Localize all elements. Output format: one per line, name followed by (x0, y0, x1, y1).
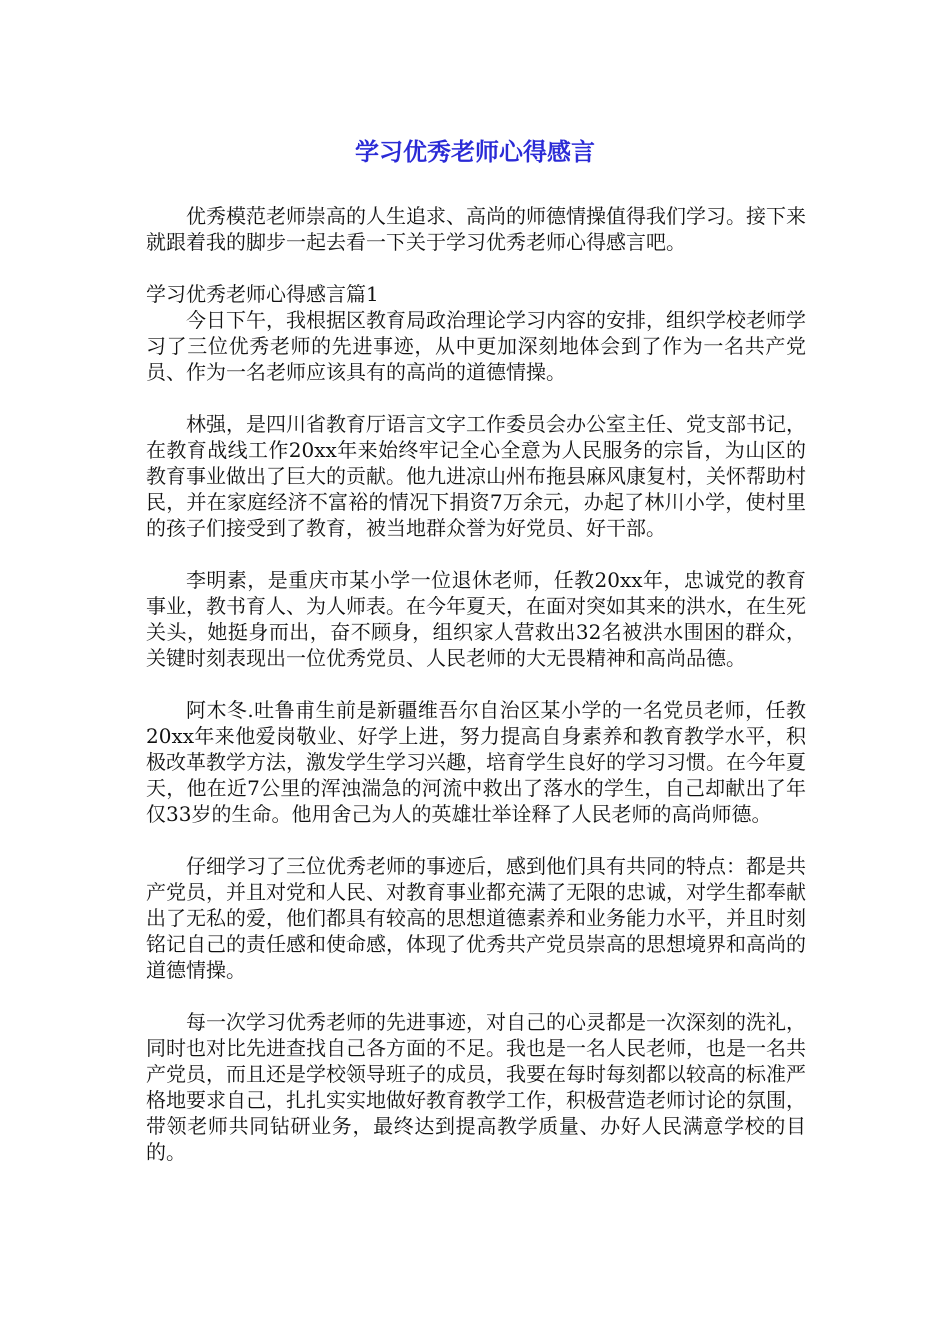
body-paragraph: 今日下午，我根据区教育局政治理论学习内容的安排，组织学校老师学习了三位优秀老师的先进事迹，从中更加深刻地体会到了作为一名共产党员、作为一名老师应该具有的高尚的道德情操。 (146, 308, 806, 384)
body-paragraph: 仔细学习了三位优秀老师的事迹后，感到他们具有共同的特点：都是共产党员，并且对党和人民、对教育事业都充满了无限的忠诚，对学生都奉献出了无私的爱，他们都具有较高的思想道德素养和业务能力水平，并且时刻铭记自己的责任感和使命感，体现了优秀共产党员崇高的思想境界和高尚的道德情操。 (146, 854, 806, 982)
body-paragraph: 阿木冬.吐鲁甫生前是新疆维吾尔自治区某小学的一名党员老师，任教20xx年来他爱岗敬业、好学上进，努力提高自身素养和教育教学水平，积极改革教学方法，激发学生学习兴趣，培育学生良好的学习习惯。在今年夏天，他在近7公里的浑浊湍急的河流中救出了落水的学生，自己却献出了年仅33岁的生命。他用舍己为人的英雄壮举诠释了人民老师的高尚师德。 (146, 698, 806, 826)
intro-paragraph: 优秀模范老师崇高的人生追求、高尚的师德情操值得我们学习。接下来就跟着我的脚步一起去看一下关于学习优秀老师心得感言吧。 (146, 204, 806, 254)
body-paragraph: 林强，是四川省教育厅语言文字工作委员会办公室主任、党支部书记，在教育战线工作20xx年来始终牢记全心全意为人民服务的宗旨，为山区的教育事业做出了巨大的贡献。他九进凉山州布拖县麻风康复村，关怀帮助村民，并在家庭经济不富裕的情况下捐资7万余元，办起了林川小学，使村里的孩子们接受到了教育，被当地群众誉为好党员、好干部。 (146, 412, 806, 540)
document-title: 学习优秀老师心得感言 (355, 138, 595, 166)
section-heading: 学习优秀老师心得感言篇1 (146, 282, 379, 306)
body-paragraph: 李明素，是重庆市某小学一位退休老师，任教20xx年，忠诚党的教育事业，教书育人、为人师表。在今年夏天，在面对突如其来的洪水，在生死关头，她挺身而出，奋不顾身，组织家人营救出32名被洪水围困的群众，关键时刻表现出一位优秀党员、人民老师的大无畏精神和高尚品德。 (146, 568, 806, 670)
document-body (146, 203, 806, 1165)
body-paragraph: 每一次学习优秀老师的先进事迹，对自己的心灵都是一次深刻的洗礼，同时也对比先进查找自己各方面的不足。我也是一名人民老师，也是一名共产党员，而且还是学校领导班子的成员，我要在每时每刻都以较高的标准严格地要求自己，扎扎实实地做好教育教学工作，积极营造老师讨论的氛围，带领老师共同钻研业务，最终达到提高教学质量、办好人民满意学校的目的。 (146, 1010, 806, 1164)
